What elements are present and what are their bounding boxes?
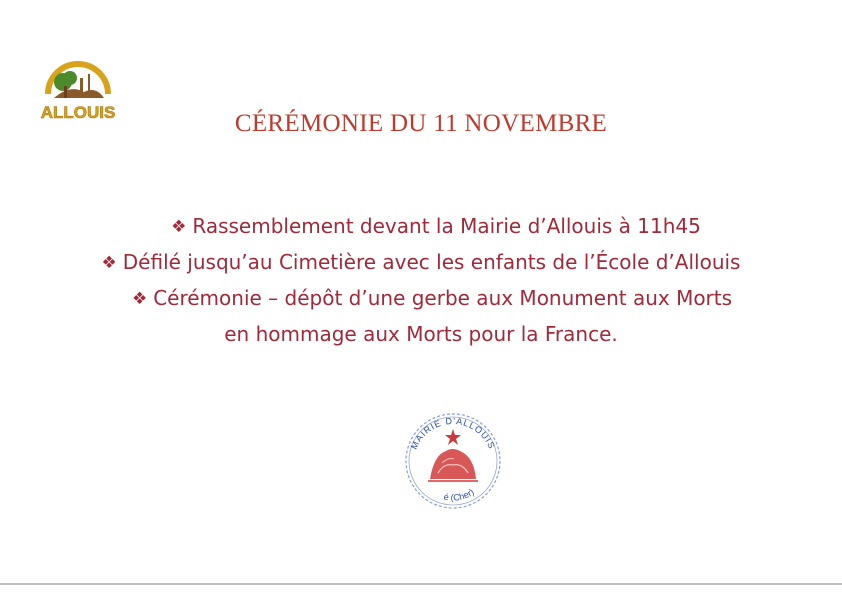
logo-wordmark: ALLOUIS (40, 103, 116, 122)
program-line-4 (0, 317, 842, 351)
page-bottom-edge (0, 583, 842, 585)
program-list (0, 209, 842, 351)
svg-text:é (Cher) (443, 487, 476, 503)
program-line-text: Cérémonie – dépôt d’une gerbe aux Monument aux Morts (153, 286, 733, 310)
stamp-seal (398, 407, 508, 513)
program-line-2 (0, 245, 842, 281)
page-title: CÉRÉMONIE DU 11 NOVEMBRE (234, 110, 608, 137)
diamond-bullet-icon: ❖ (171, 217, 187, 237)
diamond-bullet-icon: ❖ (131, 289, 148, 309)
program-line-text: Rassemblement devant la Mairie d’Allouis à 11h45 (192, 214, 701, 238)
program-line-text: Défilé jusqu’au Cimetière avec les enfants de l’École d’Allouis (122, 250, 741, 274)
program-line-text: en hommage aux Morts pour la France. (224, 322, 618, 346)
stamp-top-text: MAIRIE D'ALLOUIS (408, 415, 498, 451)
diamond-bullet-icon: ❖ (101, 253, 117, 273)
stamp-bottom-text: é (Cher) (442, 486, 476, 503)
program-line-3 (22, 281, 842, 317)
program-line-1 (30, 209, 842, 245)
mairie-stamp (398, 407, 508, 513)
